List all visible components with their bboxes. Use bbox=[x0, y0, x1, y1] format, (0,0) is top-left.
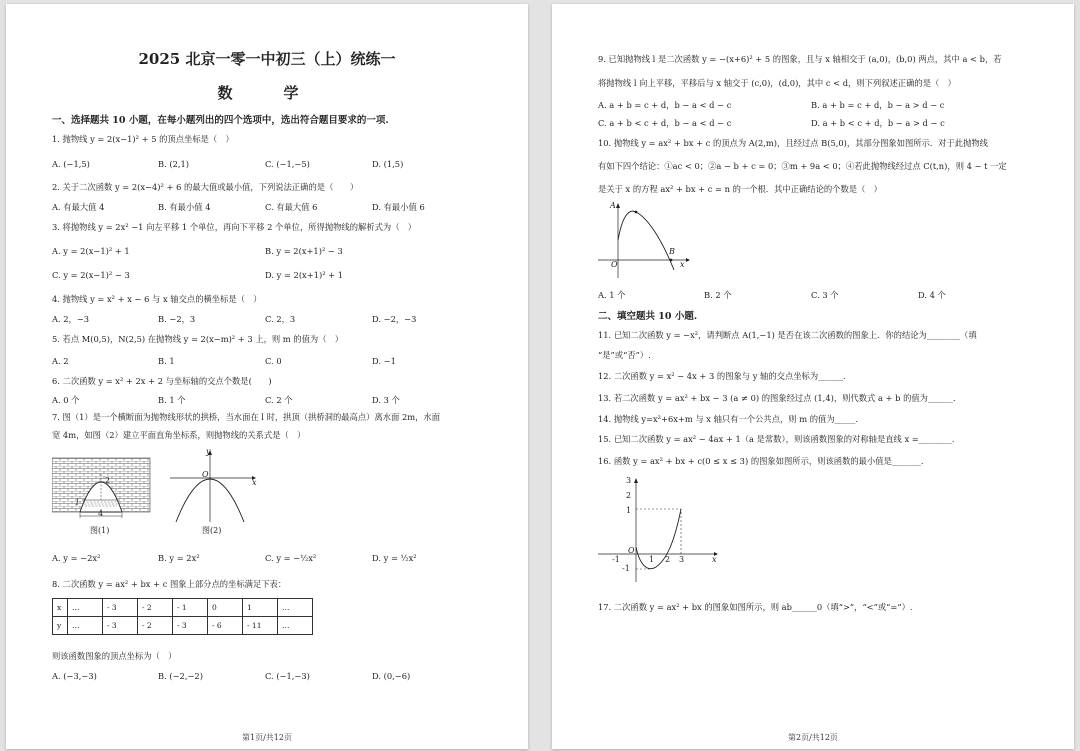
page-1-footer: 第1页/共12页 bbox=[242, 733, 292, 742]
table-cell: - 6 bbox=[208, 617, 243, 635]
question-11-line1: 11. 已知二次函数 y = −x²，请判断点 A(1,−1) 是否在该二次函数的图象上．你的结论为________（填 bbox=[598, 330, 977, 340]
table-cell: - 3 bbox=[103, 599, 138, 617]
q3-option-d: D. y = 2(x+1)² + 1 bbox=[265, 270, 344, 280]
subject-title: 数 学 bbox=[217, 84, 317, 102]
q16-y-tick-3: 3 bbox=[626, 476, 632, 485]
question-10-stem-line3: 是关于 x 的方程 ax² + bx + c = n 的一个根．其中正确结论的个数是（ ） bbox=[598, 184, 882, 194]
page-1 bbox=[6, 4, 528, 749]
question-5-stem: 5. 若点 M(0,5)，N(2,5) 在抛物线 y = 2(x−m)² + 3 上，则 m 的值为（ ） bbox=[52, 334, 344, 344]
table-cell: y bbox=[53, 617, 68, 635]
fig2-x-axis-label: x bbox=[252, 478, 257, 487]
question-8-stem: 8. 二次函数 y = ax² + bx + c 图象上部分点的坐标满足下表： bbox=[52, 579, 287, 589]
table-cell: - 1 bbox=[173, 599, 208, 617]
page-2-footer: 第2页/共12页 bbox=[788, 733, 838, 742]
q6-option-b: B. 1 个 bbox=[158, 395, 186, 405]
q16-x-tick-1: 1 bbox=[649, 555, 655, 564]
table-cell: … bbox=[278, 617, 313, 635]
q2-option-a: A. 有最大值 4 bbox=[52, 202, 105, 212]
q1-option-b: B. (2,1) bbox=[158, 159, 190, 169]
table-cell: … bbox=[68, 599, 103, 617]
q5-option-b: B. 1 bbox=[158, 356, 175, 366]
question-12: 12. 二次函数 y = x² − 4x + 3 的图象与 y 轴的交点坐标为______. bbox=[598, 371, 846, 381]
question-7-stem-line2: 宽 4m，如图（2）建立平面直角坐标系，则抛物线的关系式是（ ） bbox=[52, 430, 306, 440]
question-9-stem-line2: 将抛物线 l 向上平移，平移后与 x 轴交于 (c,0)，(d,0)，其中 c < d，则下列叙述正确的是（ ） bbox=[598, 78, 956, 88]
q4-option-d: D. −2，−3 bbox=[372, 314, 417, 324]
question-1-stem: 1. 抛物线 y = 2(x−1)² + 5 的顶点坐标是（ ） bbox=[52, 134, 234, 144]
question-14: 14. 抛物线 y=x²+6x+m 与 x 轴只有一个公共点，则 m 的值为_____. bbox=[598, 414, 859, 424]
table-cell: - 3 bbox=[103, 617, 138, 635]
q7-option-c: C. y = −½x² bbox=[265, 553, 317, 563]
table-cell: - 2 bbox=[138, 599, 173, 617]
fig1-height-label: 2 bbox=[105, 476, 111, 485]
q16-x-tick-2: 2 bbox=[665, 555, 671, 564]
q1-option-a: A. (−1,5) bbox=[52, 159, 90, 169]
table-cell: - 2 bbox=[138, 617, 173, 635]
q4-option-c: C. 2，3 bbox=[265, 314, 296, 324]
q16-y-tick-1: 1 bbox=[626, 506, 632, 515]
q9-option-d: D. a + b < c + d，b − a > d − c bbox=[811, 118, 945, 128]
q16-x-tick-minus-1: -1 bbox=[612, 555, 620, 564]
fig1-width-label: 4 bbox=[98, 509, 104, 518]
q1-option-d: D. (1,5) bbox=[372, 159, 404, 169]
q16-x-axis-label: x bbox=[712, 555, 717, 564]
q6-option-d: D. 3 个 bbox=[372, 395, 400, 405]
exam-title: 2025 北京一零一中初三（上）统练一 bbox=[138, 50, 396, 68]
q16-y-tick-2: 2 bbox=[626, 491, 632, 500]
question-10-stem-line1: 10. 抛物线 y = ax² + bx + c 的顶点为 A(2,m)，且经过点 B(5,0)，其部分图象如图所示．对于此抛物线 bbox=[598, 138, 988, 148]
q4-option-b: B. −2，3 bbox=[158, 314, 196, 324]
q3-option-b: B. y = 2(x+1)² − 3 bbox=[265, 246, 343, 256]
q3-option-c: C. y = 2(x−1)² − 3 bbox=[52, 270, 130, 280]
table-cell: - 11 bbox=[243, 617, 278, 635]
q16-graph-figure bbox=[596, 474, 726, 584]
q10-option-a: A. 1 个 bbox=[598, 290, 626, 300]
question-10-stem-line2: 有如下四个结论：①ac < 0；②a − b + c = 0；③m + 9a < 0；④若此抛物线经过点 C(t,n)，则 4 − t 一定 bbox=[598, 161, 1007, 171]
q5-option-d: D. −1 bbox=[372, 356, 396, 366]
fig2-caption: 图(2) bbox=[202, 526, 222, 535]
question-9-stem-line1: 9. 已知抛物线 l 是二次函数 y = −(x+6)² + 5 的图象，且与 x 轴相交于 (a,0)，(b,0) 两点，其中 a < b，若 bbox=[598, 54, 1002, 64]
q10-option-b: B. 2 个 bbox=[704, 290, 732, 300]
q7-option-a: A. y = −2x² bbox=[52, 553, 101, 563]
q8-option-b: B. (−2,−2) bbox=[158, 671, 203, 681]
q10-x-axis-label: x bbox=[680, 260, 685, 269]
question-16: 16. 函数 y = ax² + bx + c(0 ≤ x ≤ 3) 的图象如图所示，则该函数的最小值是_______. bbox=[598, 456, 924, 466]
q16-origin-label: O bbox=[628, 546, 635, 555]
section-1-heading: 一、选择题共 10 小题，在每小题列出的四个选项中，选出符合题目要求的一项. bbox=[52, 115, 389, 126]
question-4-stem: 4. 抛物线 y = x² + x − 6 与 x 轴交点的横坐标是（ ） bbox=[52, 294, 262, 304]
q5-option-a: A. 2 bbox=[52, 356, 69, 366]
value-table bbox=[52, 598, 313, 635]
section-2-heading: 二、填空题共 10 小题. bbox=[598, 311, 698, 322]
question-11-line2: “是”或“否”）. bbox=[598, 350, 651, 360]
table-row bbox=[53, 617, 313, 635]
q10-option-d: D. 4 个 bbox=[918, 290, 946, 300]
q6-option-c: C. 2 个 bbox=[265, 395, 293, 405]
q10-option-c: C. 3 个 bbox=[811, 290, 839, 300]
table-cell: … bbox=[68, 617, 103, 635]
question-6-stem: 6. 二次函数 y = x² + 2x + 2 与坐标轴的交点个数是( ) bbox=[52, 376, 272, 386]
question-8-followup: 则该函数图象的顶点坐标为（ ） bbox=[52, 651, 177, 661]
q8-option-d: D. (0,−6) bbox=[372, 671, 411, 681]
fig1-water-label: l bbox=[76, 498, 79, 507]
q10-vertex-label: A bbox=[610, 201, 616, 210]
table-cell: - 3 bbox=[173, 617, 208, 635]
question-15: 15. 已知二次函数 y = ax² − 4ax + 1（a 是常数），则该函数图象的对称轴是直线 x =________. bbox=[598, 434, 955, 444]
table-cell: 0 bbox=[208, 599, 243, 617]
table-row bbox=[53, 599, 313, 617]
q3-option-a: A. y = 2(x−1)² + 1 bbox=[52, 246, 130, 256]
question-7-stem-line1: 7. 图（1）是一个横断面为抛物线形状的拱桥，当水面在 l 时，拱顶（拱桥洞的最高点）离水面 2m，水面 bbox=[52, 412, 441, 422]
q10-origin-label: O bbox=[611, 260, 618, 269]
question-3-stem: 3. 将抛物线 y = 2x² −1 向左平移 1 个单位，再向下平移 2 个单位，所得抛物线的解析式为（ ） bbox=[52, 222, 417, 232]
q9-option-b: B. a + b = c + d，b − a > d − c bbox=[811, 100, 945, 110]
q7-option-d: D. y = ½x² bbox=[372, 553, 417, 563]
q2-option-b: B. 有最小值 4 bbox=[158, 202, 211, 212]
q5-option-c: C. 0 bbox=[265, 356, 282, 366]
q2-option-d: D. 有最小值 6 bbox=[372, 202, 425, 212]
question-13: 13. 若二次函数 y = ax² + bx − 3 (a ≠ 0) 的图象经过点 (1,4)，则代数式 a + b 的值为______. bbox=[598, 393, 956, 403]
table-cell: 1 bbox=[243, 599, 278, 617]
question-17: 17. 二次函数 y = ax² + bx 的图象如图所示，则 ab______0（填“>”，“<”或“=”）. bbox=[598, 602, 913, 612]
q16-x-tick-3: 3 bbox=[679, 555, 685, 564]
fig2-y-axis-label: y bbox=[206, 447, 211, 456]
question-2-stem: 2. 关于二次函数 y = 2(x−4)² + 6 的最大值或最小值，下列说法正确的是（ ） bbox=[52, 182, 359, 192]
q4-option-a: A. 2，−3 bbox=[52, 314, 90, 324]
fig1-caption: 图(1) bbox=[90, 526, 110, 535]
table-cell: … bbox=[278, 599, 313, 617]
page-2 bbox=[552, 4, 1074, 749]
fig2-origin-label: O bbox=[202, 470, 209, 479]
q2-option-c: C. 有最大值 6 bbox=[265, 202, 318, 212]
q16-y-tick-minus-1: -1 bbox=[622, 564, 630, 573]
q1-option-c: C. (−1,−5) bbox=[265, 159, 310, 169]
q7-option-b: B. y = 2x² bbox=[158, 553, 200, 563]
table-cell: x bbox=[53, 599, 68, 617]
q10-point-b-label: B bbox=[669, 247, 675, 256]
q9-option-c: C. a + b < c + d，b − a < d − c bbox=[598, 118, 732, 128]
q8-option-c: C. (−1,−3) bbox=[265, 671, 310, 681]
parabola-figure-2 bbox=[168, 450, 258, 524]
q6-option-a: A. 0 个 bbox=[52, 395, 80, 405]
q9-option-a: A. a + b = c + d，b − a < d − c bbox=[598, 100, 732, 110]
q8-option-a: A. (−3,−3) bbox=[52, 671, 97, 681]
